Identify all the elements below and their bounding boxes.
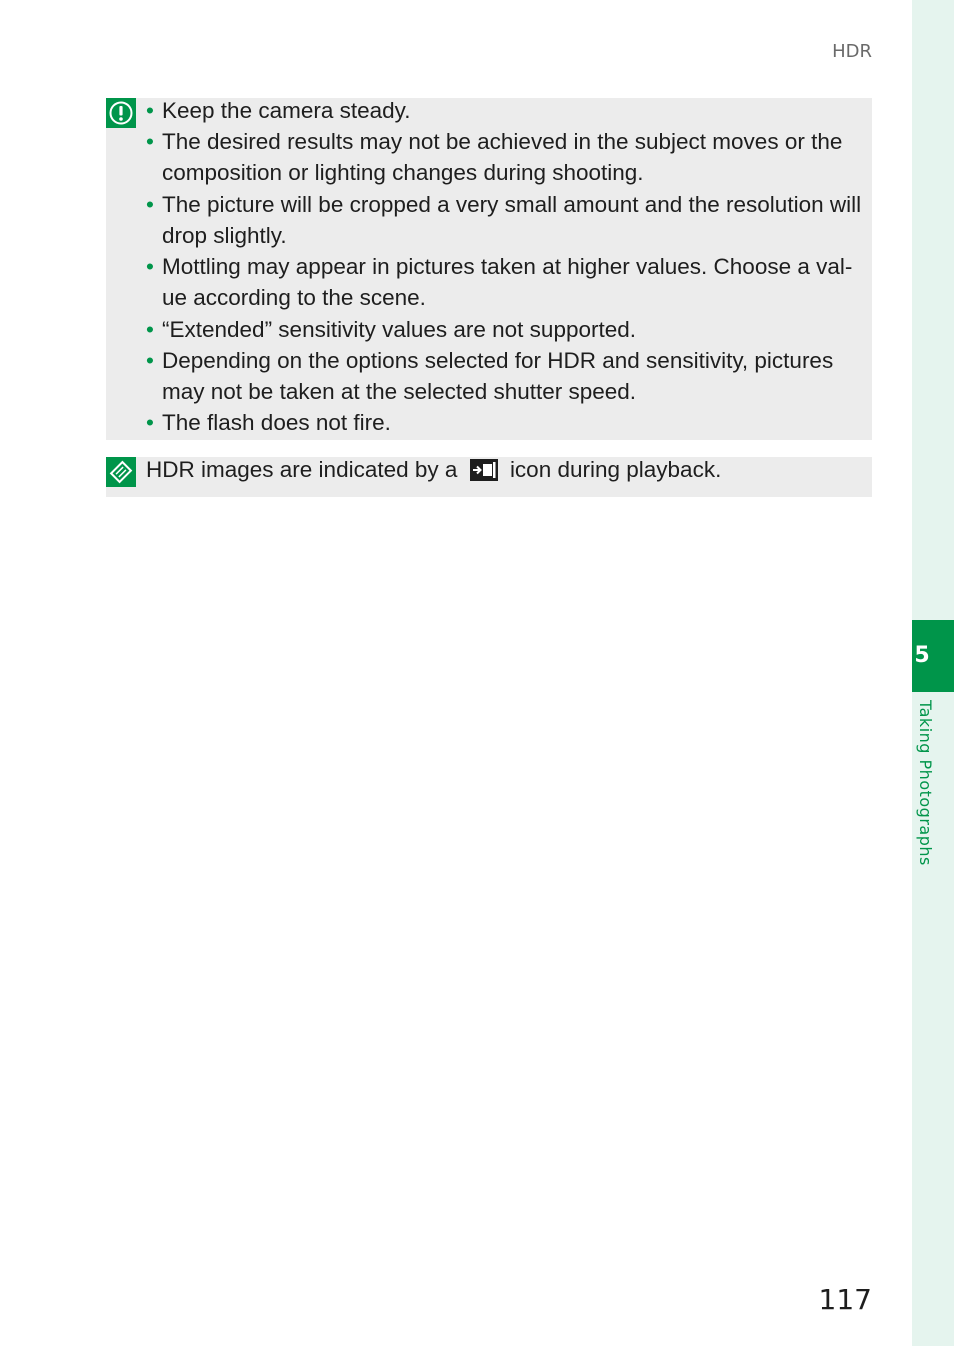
caution-box <box>106 98 872 440</box>
chapter-number: 5 <box>914 643 930 668</box>
caution-item: • Mottling may appear in pictures taken at higher values. Choose a val-ue according to the scene. <box>146 251 870 313</box>
page-number: 117 <box>818 1283 872 1316</box>
bullet: • <box>146 129 154 155</box>
bullet: • <box>146 316 154 342</box>
caution-icon <box>106 98 136 128</box>
bullet: • <box>146 410 154 436</box>
caution-item: • The desired results may not be achieved in the subject moves or the composition or lighting changes during shooting. <box>146 126 870 188</box>
chapter-tab[interactable] <box>912 620 954 692</box>
hdr-playback-icon <box>470 458 498 480</box>
caution-item: • The flash does not fire. <box>146 407 870 438</box>
caution-item: • Depending on the options selected for HDR and sensitivity, pictures may not be taken at the selected shutter speed. <box>146 345 870 407</box>
caution-item: • “Extended” sensitivity values are not supported. <box>146 314 870 345</box>
caution-item: • Keep the camera steady. <box>146 95 870 126</box>
caution-list <box>146 95 870 439</box>
chapter-title: Taking Photographs <box>916 700 935 866</box>
note-text: HDR images are indicated by a icon during playback. <box>146 457 722 482</box>
note-icon <box>106 457 136 487</box>
bullet: • <box>146 98 154 123</box>
bullet: • <box>146 347 154 373</box>
section-header: HDR <box>832 41 872 62</box>
note-box <box>106 457 872 497</box>
bullet: • <box>146 254 154 280</box>
bullet: • <box>146 191 154 217</box>
caution-item: • The picture will be cropped a very small amount and the resolution will drop slightly. <box>146 189 870 251</box>
